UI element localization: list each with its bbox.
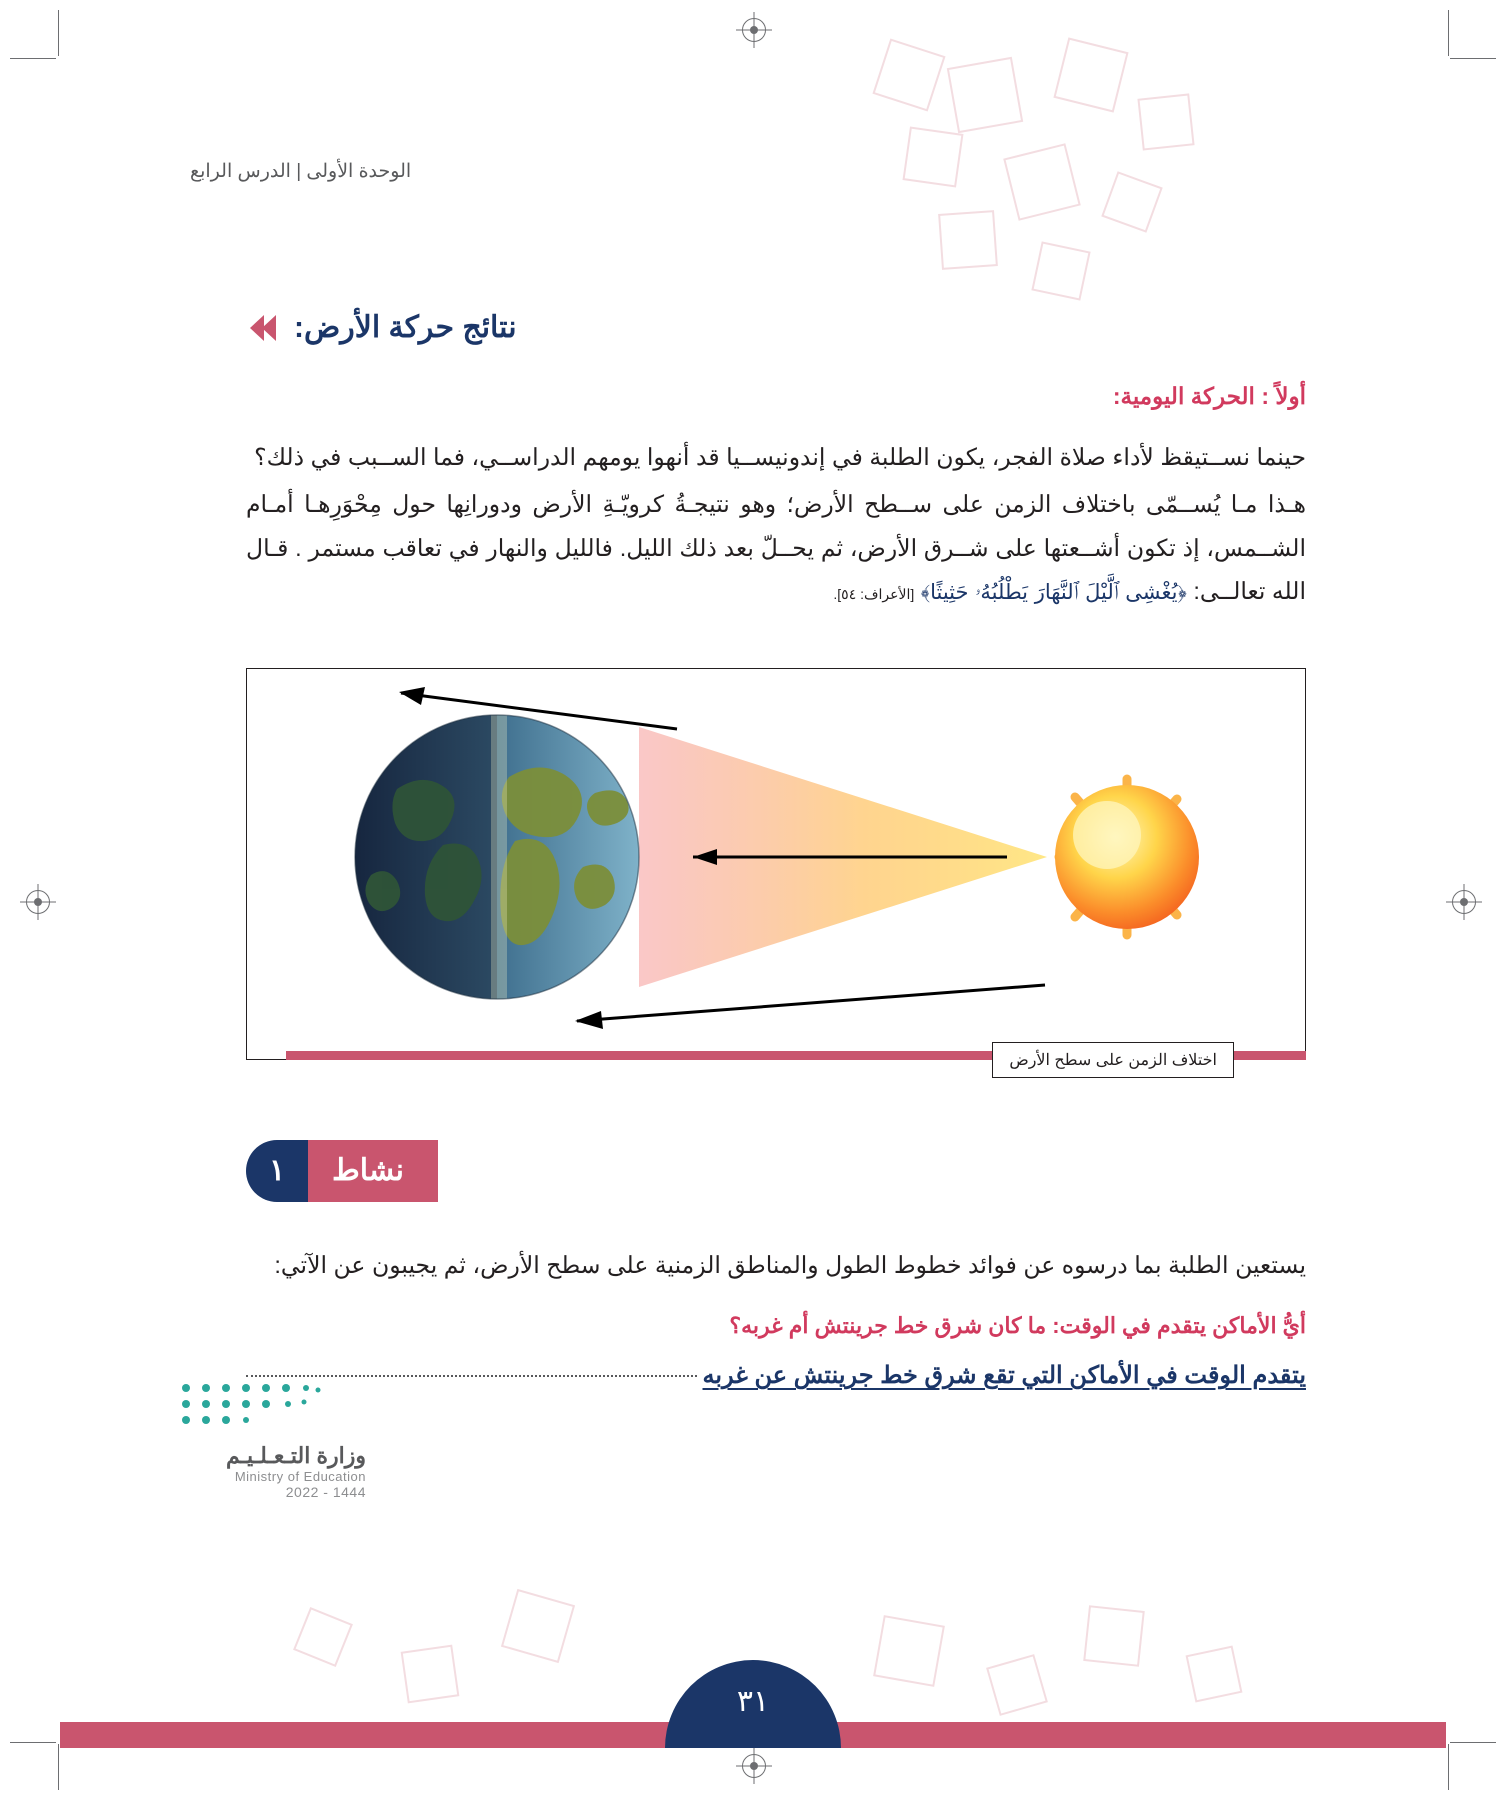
decorative-square xyxy=(903,127,964,188)
crop-mark-bottom-right-h xyxy=(1450,1742,1496,1743)
activity-instruction: يستعين الطلبة بما درسوه عن فوائد خطوط الطول والمناطق الزمنية على سطح الأرض، ثم يجيبون عن الآتي: xyxy=(274,1251,1306,1278)
subsection-heading: أولاً : الحركة اليومية: xyxy=(1112,383,1306,409)
figure-caption: اختلاف الزمن على سطح الأرض xyxy=(992,1042,1234,1078)
decorative-square xyxy=(1186,1646,1243,1703)
activity-number: ١ xyxy=(246,1140,308,1202)
decorative-square xyxy=(1031,241,1090,300)
section-title: نتائج حركة الأرض: xyxy=(294,311,517,344)
registration-mark-left xyxy=(26,890,50,914)
ministry-name-arabic: وزارة التـعـلـيـم xyxy=(225,1443,366,1468)
registration-mark-top xyxy=(742,18,766,42)
decorative-square xyxy=(872,38,945,111)
ministry-year: 2022 - 1444 xyxy=(285,1484,366,1500)
paragraph-two-text: هـذا مـا يُســمّى باختلاف الزمن على ســطح الأرض؛ وهو نتيجـةُ كرويّـةِ الأرض ودورانِها حول مِحْوَرِهـا أمـام الشــمس، إذ تكون أشــعتها على شــرق الأرض، ثم يحــلّ بعد ذلك الليل. فالليل والنهار في تعاقب مستمر . قـال الله تعالــى: xyxy=(246,491,1306,605)
activity-answer-text[interactable]: يتقدم الوقت في الأماكن التي تقع شرق خط جرينتش عن غربه xyxy=(702,1362,1306,1390)
activity-question: أيُّ الأماكن يتقدم في الوقت: ما كان شرق خط جرينتش أم غربه؟ xyxy=(729,1313,1306,1339)
ministry-dot-pattern-icon xyxy=(176,1380,336,1432)
decorative-square xyxy=(947,57,1023,133)
activity-answer-row[interactable] xyxy=(246,1361,1306,1390)
section-heading-row xyxy=(246,310,1306,383)
page-content xyxy=(246,310,1306,1390)
ministry-name-english: Ministry of Education xyxy=(234,1469,366,1484)
decorative-square xyxy=(1003,143,1081,221)
activity-banner xyxy=(246,1140,1306,1202)
activity-banner-spacer xyxy=(438,1140,1306,1202)
decorative-square xyxy=(1101,171,1163,233)
decorative-square xyxy=(401,1645,460,1704)
activity-label: نشاط xyxy=(306,1140,438,1202)
decorative-square xyxy=(293,1607,353,1667)
decorative-square xyxy=(873,1615,945,1687)
crop-mark-top-left-h xyxy=(10,58,56,59)
registration-mark-right xyxy=(1452,890,1476,914)
crop-mark-top-right-v xyxy=(1448,10,1449,56)
decorative-square xyxy=(986,1654,1048,1716)
paragraph-two xyxy=(246,483,1306,613)
sun-graphic xyxy=(1055,779,1199,935)
crop-mark-bottom-left-h xyxy=(10,1742,56,1743)
figure-container xyxy=(246,668,1306,1069)
ministry-logo xyxy=(176,1380,366,1500)
answer-dotted-line[interactable] xyxy=(246,1375,697,1377)
decorative-square xyxy=(1137,93,1194,150)
crop-mark-bottom-right-v xyxy=(1448,1744,1449,1790)
decorative-square xyxy=(938,210,998,270)
crop-mark-top-left-v xyxy=(58,10,59,56)
page-number-badge: ٣١ xyxy=(665,1660,841,1748)
registration-mark-bottom xyxy=(742,1754,766,1778)
quran-verse: ﴿يُغْشِى ٱلَّيْلَ ٱلنَّهَارَ يَطْلُبُهُۥ حَثِيثًا﴾ xyxy=(920,580,1187,605)
crop-mark-bottom-left-v xyxy=(58,1744,59,1790)
earth-sun-diagram-svg xyxy=(247,669,1305,1057)
double-chevron-left-icon xyxy=(246,311,280,345)
decorative-square xyxy=(1053,37,1128,112)
decorative-square xyxy=(1083,1605,1145,1667)
figure-image-frame xyxy=(246,668,1306,1060)
section-heading xyxy=(246,310,517,345)
decorative-square xyxy=(501,1589,575,1663)
crop-mark-top-right-h xyxy=(1450,58,1496,59)
unit-breadcrumb: الوحدة الأولى | الدرس الرابع xyxy=(190,161,412,182)
quran-reference: [الأعراف: ٥٤]. xyxy=(833,586,915,603)
paragraph-one: حينما نســتيقظ لأداء صلاة الفجر، يكون الطلبة في إندونيســيا قد أنهوا يومهم الدراســي، فما الســبب في ذلك؟ xyxy=(254,444,1306,470)
